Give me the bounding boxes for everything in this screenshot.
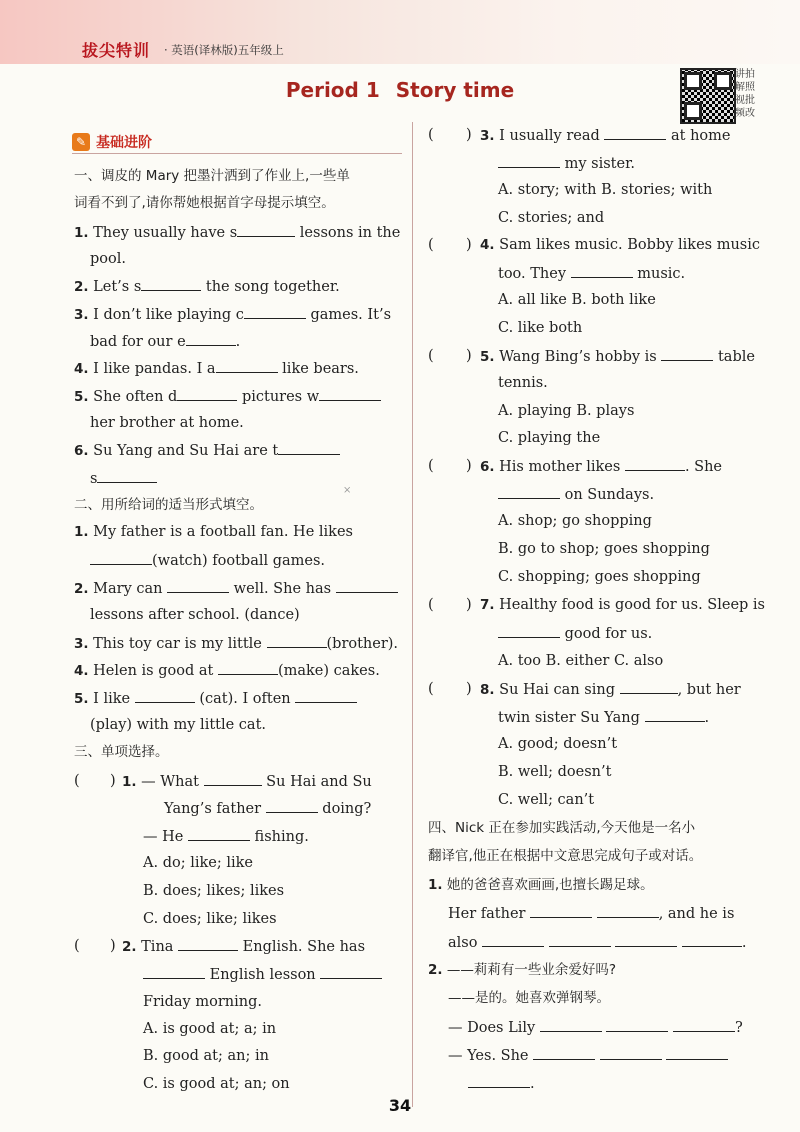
column-divider	[412, 122, 413, 1107]
sec4-q1: Her father , and he is	[448, 903, 734, 924]
sec4-q1-prompt: 1. 她的爸爸喜欢画画,也擅长踢足球。	[428, 877, 654, 893]
sec3-q4: 4. Sam likes music. Bobby likes music	[480, 237, 761, 253]
sec2-item-5: 5. I like (cat). I often	[74, 688, 357, 709]
option[interactable]: C. like both	[498, 320, 583, 336]
answer-paren[interactable]: (	[428, 597, 434, 613]
sec4-q2-prompt: 2. ——莉莉有一些业余爱好吗?	[428, 962, 616, 978]
sec4-intro: 四、Nick 正在参加实践活动,今天他是一名小	[428, 820, 696, 836]
sec3-q3: 3. I usually read at home	[480, 125, 730, 146]
sec1-item-3: 3. I don’t like playing c games. It’s	[74, 304, 391, 325]
option[interactable]: A. all like B. both like	[498, 292, 656, 308]
option[interactable]: C. does; like; likes	[143, 911, 277, 927]
sec1-item-6: 6. Su Yang and Su Hai are t	[74, 440, 340, 461]
qr-caption: 讲拍 解照 视批 频改	[735, 69, 755, 119]
page-number: 34	[388, 1096, 412, 1115]
pencil-icon: ✎	[72, 133, 90, 151]
sec3-q2: 2. Tina English. She has	[122, 936, 365, 957]
option[interactable]: B. does; likes; likes	[143, 883, 285, 899]
option[interactable]: C. shopping; goes shopping	[498, 569, 701, 585]
sec2-item-2: 2. Mary can well. She has	[74, 578, 398, 599]
sec3-q5: 5. Wang Bing’s hobby is table	[480, 346, 755, 367]
option[interactable]: A. is good at; a; in	[143, 1021, 277, 1037]
answer-paren[interactable]: (	[428, 348, 434, 364]
section-tag: ✎ 基础进阶	[72, 132, 152, 152]
brand-logo: 拔尖特训	[82, 41, 151, 60]
sec4-q2: — Does Lily ?	[448, 1017, 743, 1038]
option[interactable]: A. do; like; like	[143, 855, 253, 871]
sec2-item-1: 1. My father is a football fan. He likes	[74, 524, 353, 540]
sec3-q7: 7. Healthy food is good for us. Sleep is	[480, 597, 765, 613]
sec2-item-4: 4. Helen is good at (make) cakes.	[74, 660, 380, 681]
sec3-q1: 1. — What Su Hai and Su	[122, 771, 372, 792]
qr-code-icon[interactable]	[680, 68, 736, 124]
option[interactable]: B. well; doesn’t	[498, 764, 612, 780]
book-subtitle: · 英语(译林版)五年级上	[164, 43, 284, 57]
sec3-q8: 8. Su Hai can sing , but her	[480, 679, 741, 700]
option[interactable]: B. good at; an; in	[143, 1048, 269, 1064]
answer-paren[interactable]: (	[74, 938, 80, 954]
option[interactable]: A. too B. either C. also	[498, 653, 664, 669]
stray-mark: ×	[343, 485, 352, 496]
story-label: Story time	[395, 78, 515, 102]
answer-paren[interactable]: (	[428, 458, 434, 474]
answer-paren[interactable]: (	[428, 127, 434, 143]
answer-paren[interactable]: (	[428, 237, 434, 253]
sec1-intro: 一、调皮的 Mary 把墨汁洒到了作业上,一些单	[74, 168, 350, 184]
section-rule	[72, 153, 402, 154]
option[interactable]: C. stories; and	[498, 210, 605, 226]
option[interactable]: A. shop; go shopping	[498, 513, 652, 529]
sec2-intro: 二、用所给词的适当形式填空。	[74, 497, 263, 513]
option[interactable]: A. playing B. plays	[498, 403, 635, 419]
sec1-item-2: 2. Let’s s the song together.	[74, 276, 340, 297]
sec3-q6: 6. His mother likes . She	[480, 456, 722, 477]
option[interactable]: A. good; doesn’t	[498, 736, 618, 752]
option[interactable]: C. playing the	[498, 430, 601, 446]
sec3-intro: 三、单项选择。	[74, 744, 169, 760]
option[interactable]: C. well; can’t	[498, 792, 595, 808]
period-label: Period 1	[285, 78, 380, 102]
sec1-item-1: 1. They usually have s lessons in the	[74, 222, 400, 243]
option[interactable]: C. is good at; an; on	[143, 1076, 290, 1092]
answer-paren[interactable]: (	[74, 773, 80, 789]
sec1-item-5: 5. She often d pictures w	[74, 386, 381, 407]
sec2-item-3: 3. This toy car is my little (brother).	[74, 633, 398, 654]
answer-paren[interactable]: (	[428, 681, 434, 697]
option[interactable]: A. story; with B. stories; with	[498, 182, 713, 198]
option[interactable]: B. go to shop; goes shopping	[498, 541, 710, 557]
sec1-item-4: 4. I like pandas. I a like bears.	[74, 358, 359, 379]
